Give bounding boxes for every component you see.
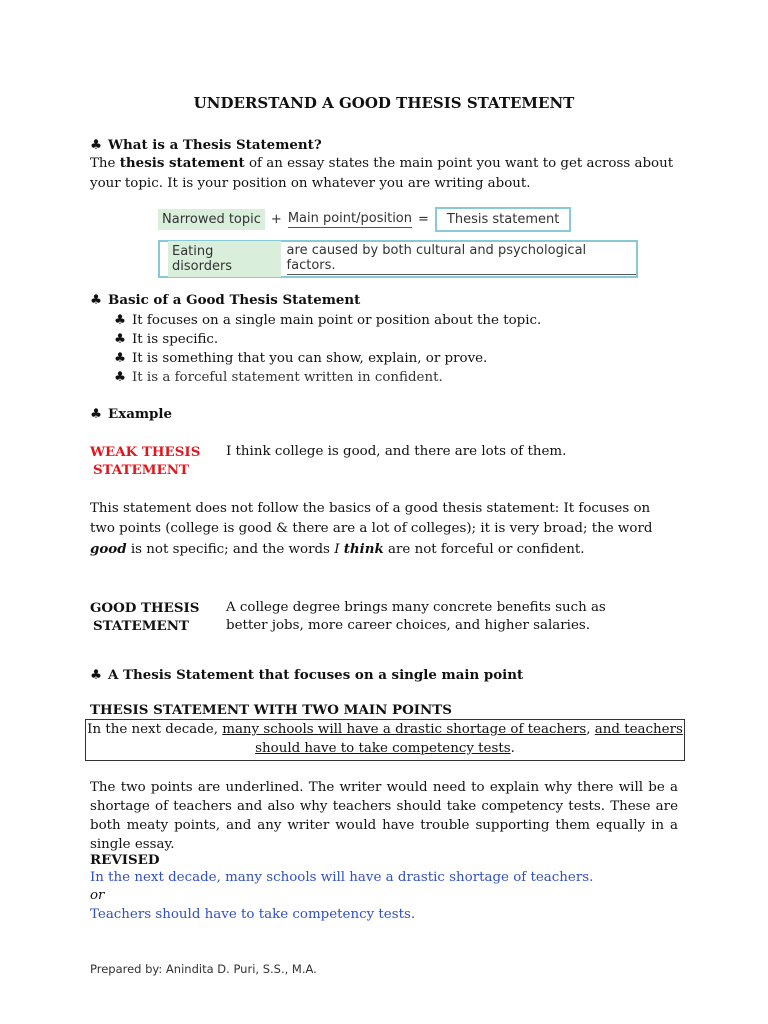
section-heading-what-is: ♣ What is a Thesis Statement? [90, 137, 322, 153]
club-bullet-icon: ♣ [90, 667, 103, 683]
section-heading-single-point: ♣ A Thesis Statement that focuses on a single main point [90, 667, 524, 683]
club-bullet-icon: ♣ [90, 406, 103, 422]
page-title: UNDERSTAND A GOOD THESIS STATEMENT [193, 94, 575, 112]
example-topic: Eating disorders [168, 241, 281, 277]
section-heading-example: ♣ Example [90, 406, 173, 422]
revised-or: or [90, 888, 105, 903]
good-thesis-example: A college degree brings many concrete benefits such as better jobs, more career choices, and higher salaries. [226, 600, 606, 633]
club-bullet-icon: ♣ [90, 292, 103, 308]
two-points-example-box: In the next decade, many schools will have a drastic shortage of teachers, and teachers should have to take competency tests. [85, 719, 685, 761]
list-item: ♣ It is a forceful statement written in confident. [114, 370, 443, 385]
weak-thesis-label: WEAK THESIS STATEMENT [90, 444, 201, 478]
revised-option-1: In the next decade, many schools will have a drastic shortage of teachers. [90, 870, 594, 885]
club-bullet-icon: ♣ [114, 351, 127, 366]
club-bullet-icon: ♣ [114, 313, 127, 328]
weak-thesis-explanation: This statement does not follow the basics of a good thesis statement: It focuses on two points (college is good & there are a lot of colleges); it is very broad; the word good is not specific; and the words I think are not forceful or confident. [90, 501, 653, 557]
list-item: ♣ It is something that you can show, explain, or prove. [114, 351, 488, 366]
good-thesis-label: GOOD THESIS STATEMENT [90, 600, 200, 634]
club-bullet-icon: ♣ [114, 370, 127, 385]
revised-heading: REVISED [90, 852, 160, 868]
footer-credit: Prepared by: Anindita D. Puri, S.S., M.A. [90, 962, 317, 976]
revised-option-2: Teachers should have to take competency tests. [90, 907, 416, 922]
list-item: ♣ It focuses on a single main point or position about the topic. [114, 313, 542, 328]
plus-sign: + [270, 211, 282, 227]
narrowed-topic-label: Narrowed topic [158, 209, 265, 230]
basics-list [114, 311, 541, 387]
section-heading-basics: ♣ Basic of a Good Thesis Statement [90, 292, 361, 308]
equals-sign: = [418, 211, 429, 227]
thesis-diagram [158, 206, 638, 278]
thesis-statement-label: Thesis statement [435, 207, 571, 232]
example-point: are caused by both cultural and psychological factors. [287, 243, 636, 275]
two-points-explanation: The two points are underlined. The writer would need to explain why there will be a shortage of teachers and also why teachers should take competency tests. These are both meaty points, and any writer would have trouble supporting them equally in a single essay. [90, 780, 678, 852]
list-item: ♣ It is specific. [114, 332, 219, 347]
thesis-definition: The thesis statement of an essay states the main point you want to get across about your topic. It is your position on whatever you are writing about. [90, 155, 674, 191]
diagram-example [158, 240, 638, 278]
weak-thesis-example: I think college is good, and there are lots of them. [226, 444, 567, 459]
two-points-heading: THESIS STATEMENT WITH TWO MAIN POINTS [90, 702, 452, 718]
main-point-label: Main point/position [287, 210, 413, 226]
club-bullet-icon: ♣ [90, 137, 103, 153]
club-bullet-icon: ♣ [114, 332, 127, 347]
